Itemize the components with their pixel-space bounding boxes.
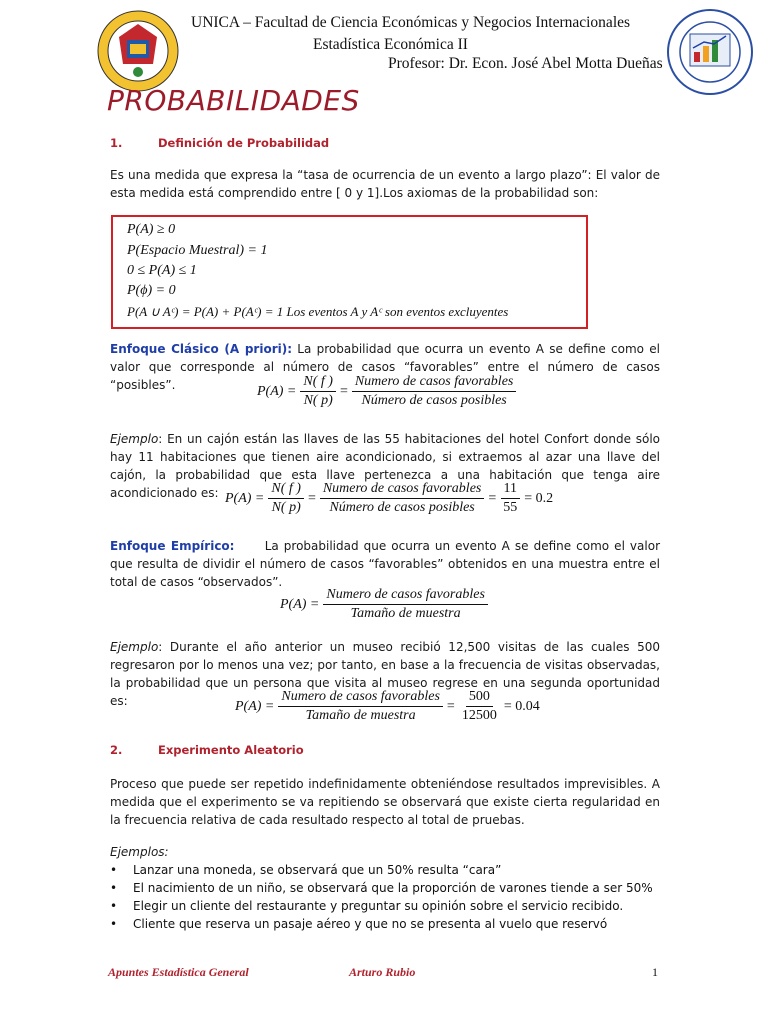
- enfoque-empirico-text: La probabilidad que ocurra un evento A se define como el valor que resulta de dividir el número de casos “favorables” obtenidos en una muestra entre el total de casos “observados”.: [110, 539, 664, 589]
- equals-sign: =: [446, 698, 455, 714]
- list-item-text: Lanzar una moneda, se observará que un 50% resulta “cara”: [133, 863, 502, 877]
- formula-lhs: P(A) =: [257, 383, 297, 399]
- bullet-icon: •: [110, 863, 118, 877]
- fraction-denominator: 55: [503, 500, 518, 515]
- section-title: Definición de Probabilidad: [158, 136, 330, 150]
- formula-ejemplo-1: [225, 481, 553, 516]
- formula-lhs: P(A) =: [280, 596, 320, 612]
- fraction-words: [323, 587, 488, 622]
- fraction-numerator: Numero de casos favorables: [278, 689, 443, 707]
- fraction-numeric: [500, 481, 520, 516]
- equals-sign: =: [339, 383, 348, 399]
- enfoque-empirico-paragraph: [110, 537, 664, 591]
- equals-sign: =: [307, 490, 316, 506]
- bullet-icon: •: [110, 917, 118, 931]
- ejemplos-heading: Ejemplos:: [110, 845, 169, 859]
- definition-paragraph: Es una medida que expresa la “tasa de ocurrencia de un evento a largo plazo”: El valor de esta medida está comprendido entre [ 0 y 1].Los axiomas de la probabilidad son:: [110, 168, 660, 200]
- header-course: Estadística Económica II: [313, 36, 468, 53]
- equals-sign: =: [488, 490, 497, 506]
- list-item-text: Elegir un cliente del restaurante y preguntar su opinión sobre el servicio recibido.: [133, 899, 624, 913]
- fraction-denominator: 12500: [461, 708, 497, 723]
- ejemplo-text: : Durante el año anterior un museo recibió 12,500 visitas de las cuales 500 regresaron por lo menos una vez; por tanto, en base a la frecuencia de visitas observadas, la probabilidad que un persona que visita al museo regrese en una segunda oportunidad es:: [110, 640, 660, 708]
- page-title: PROBABILIDADES: [107, 84, 360, 117]
- experimento-paragraph: Proceso que puede ser repetido indefinidamente obteniéndose resultados imprevisibles. A medida que el experimento se va repitiendo se observará que existe cierta regularidad en la frecuencia relativa de cada resultado respecto al total de pruebas.: [110, 777, 660, 827]
- ejemplo-label: Ejemplo: [110, 640, 159, 654]
- fraction-nf-np: [268, 481, 304, 516]
- enfoque-clasico-label: Enfoque Clásico (A priori):: [110, 342, 293, 356]
- fraction-words: [278, 689, 443, 724]
- list-item: [110, 897, 670, 915]
- section-number: 2.: [110, 743, 123, 757]
- section-number: 1.: [110, 136, 123, 150]
- fraction-numerator: Numero de casos favorables: [320, 481, 485, 499]
- university-seal-logo: [97, 10, 179, 92]
- formula-result: = 0.2: [524, 490, 554, 506]
- axiom-3: 0 ≤ P(A) ≤ 1: [127, 263, 197, 278]
- formula-empirico: [280, 587, 492, 622]
- ejemplo-text: : En un cajón están las llaves de las 55 habitaciones del hotel Confort donde sólo hay 11 habitaciones que tienen aire acondicionado, si extraemos al azar una llave del cajón, la probabilidad que esta llave pertenezca a una habitación que tenga aire acondicionado es:: [110, 432, 660, 500]
- footer-left: Apuntes Estadística General: [108, 965, 249, 979]
- ejemplo-label: Ejemplo: [110, 432, 159, 446]
- bullet-icon: •: [110, 881, 118, 895]
- fraction-numeric: [459, 689, 500, 724]
- list-item-text: Cliente que reserva un pasaje aéreo y que no se presenta al vuelo que reservó: [133, 917, 608, 931]
- fraction-nf-np: [300, 374, 336, 409]
- formula-result: = 0.04: [503, 698, 540, 714]
- header-professor: Profesor: Dr. Econ. José Abel Motta Dueñas: [388, 55, 663, 72]
- axiom-4: P(ϕ) = 0: [127, 283, 176, 298]
- fraction-denominator: Número de casos posibles: [329, 500, 475, 515]
- axiom-5: P(A ∪ Aᶜ) = P(A) + P(Aᶜ) = 1 Los eventos A y Aᶜ son eventos excluyentes: [127, 304, 509, 319]
- fraction-denominator: Tamaño de muestra: [350, 606, 461, 621]
- formula-clasico: [257, 374, 520, 409]
- fraction-numerator: N( f ): [300, 374, 336, 392]
- axiom-2: P(Espacio Muestral) = 1: [127, 243, 268, 258]
- footer-author: Arturo Rubio: [349, 965, 416, 979]
- fraction-denominator: Tamaño de muestra: [305, 708, 416, 723]
- list-item: [110, 915, 670, 933]
- enfoque-clasico-text: La probabilidad que ocurra un evento A se define como el valor que corresponde al número de casos “favorables” entre el número de casos “posibles”.: [110, 342, 660, 392]
- fraction-numerator: N( f ): [268, 481, 304, 499]
- axioms-box: [111, 215, 588, 329]
- section-title: Experimento Aleatorio: [158, 743, 304, 757]
- bullet-icon: •: [110, 899, 118, 913]
- fraction-numerator: 500: [466, 689, 493, 707]
- fraction-words: [320, 481, 485, 516]
- ejemplos-label: [110, 843, 660, 861]
- formula-lhs: P(A) =: [235, 698, 275, 714]
- header-institution: UNICA – Facultad de Ciencia Económicas y Negocios Internacionales: [191, 14, 631, 31]
- list-item-text: El nacimiento de un niño, se observará que la proporción de varones tiende a ser 50%: [133, 881, 653, 895]
- ejemplos-list: [110, 861, 670, 933]
- section-1-heading: [110, 136, 410, 152]
- list-item: [110, 861, 670, 879]
- formula-lhs: P(A) =: [225, 490, 265, 506]
- faculty-seal-logo: [666, 8, 754, 96]
- fraction-numerator: 11: [501, 481, 520, 499]
- formula-ejemplo-2: [235, 689, 540, 724]
- page-number: 1: [652, 965, 658, 979]
- axiom-1: P(A) ≥ 0: [127, 222, 176, 237]
- fraction-denominator: N( p): [271, 500, 301, 515]
- fraction-numerator: Numero de casos favorables: [323, 587, 488, 605]
- section-2-heading: [110, 743, 410, 759]
- fraction-denominator: N( p): [303, 393, 333, 408]
- list-item: [110, 879, 670, 897]
- enfoque-empirico-label: Enfoque Empírico:: [110, 539, 235, 553]
- fraction-numerator: Numero de casos favorables: [352, 374, 517, 392]
- fraction-denominator: Número de casos posibles: [361, 393, 507, 408]
- fraction-words: [352, 374, 517, 409]
